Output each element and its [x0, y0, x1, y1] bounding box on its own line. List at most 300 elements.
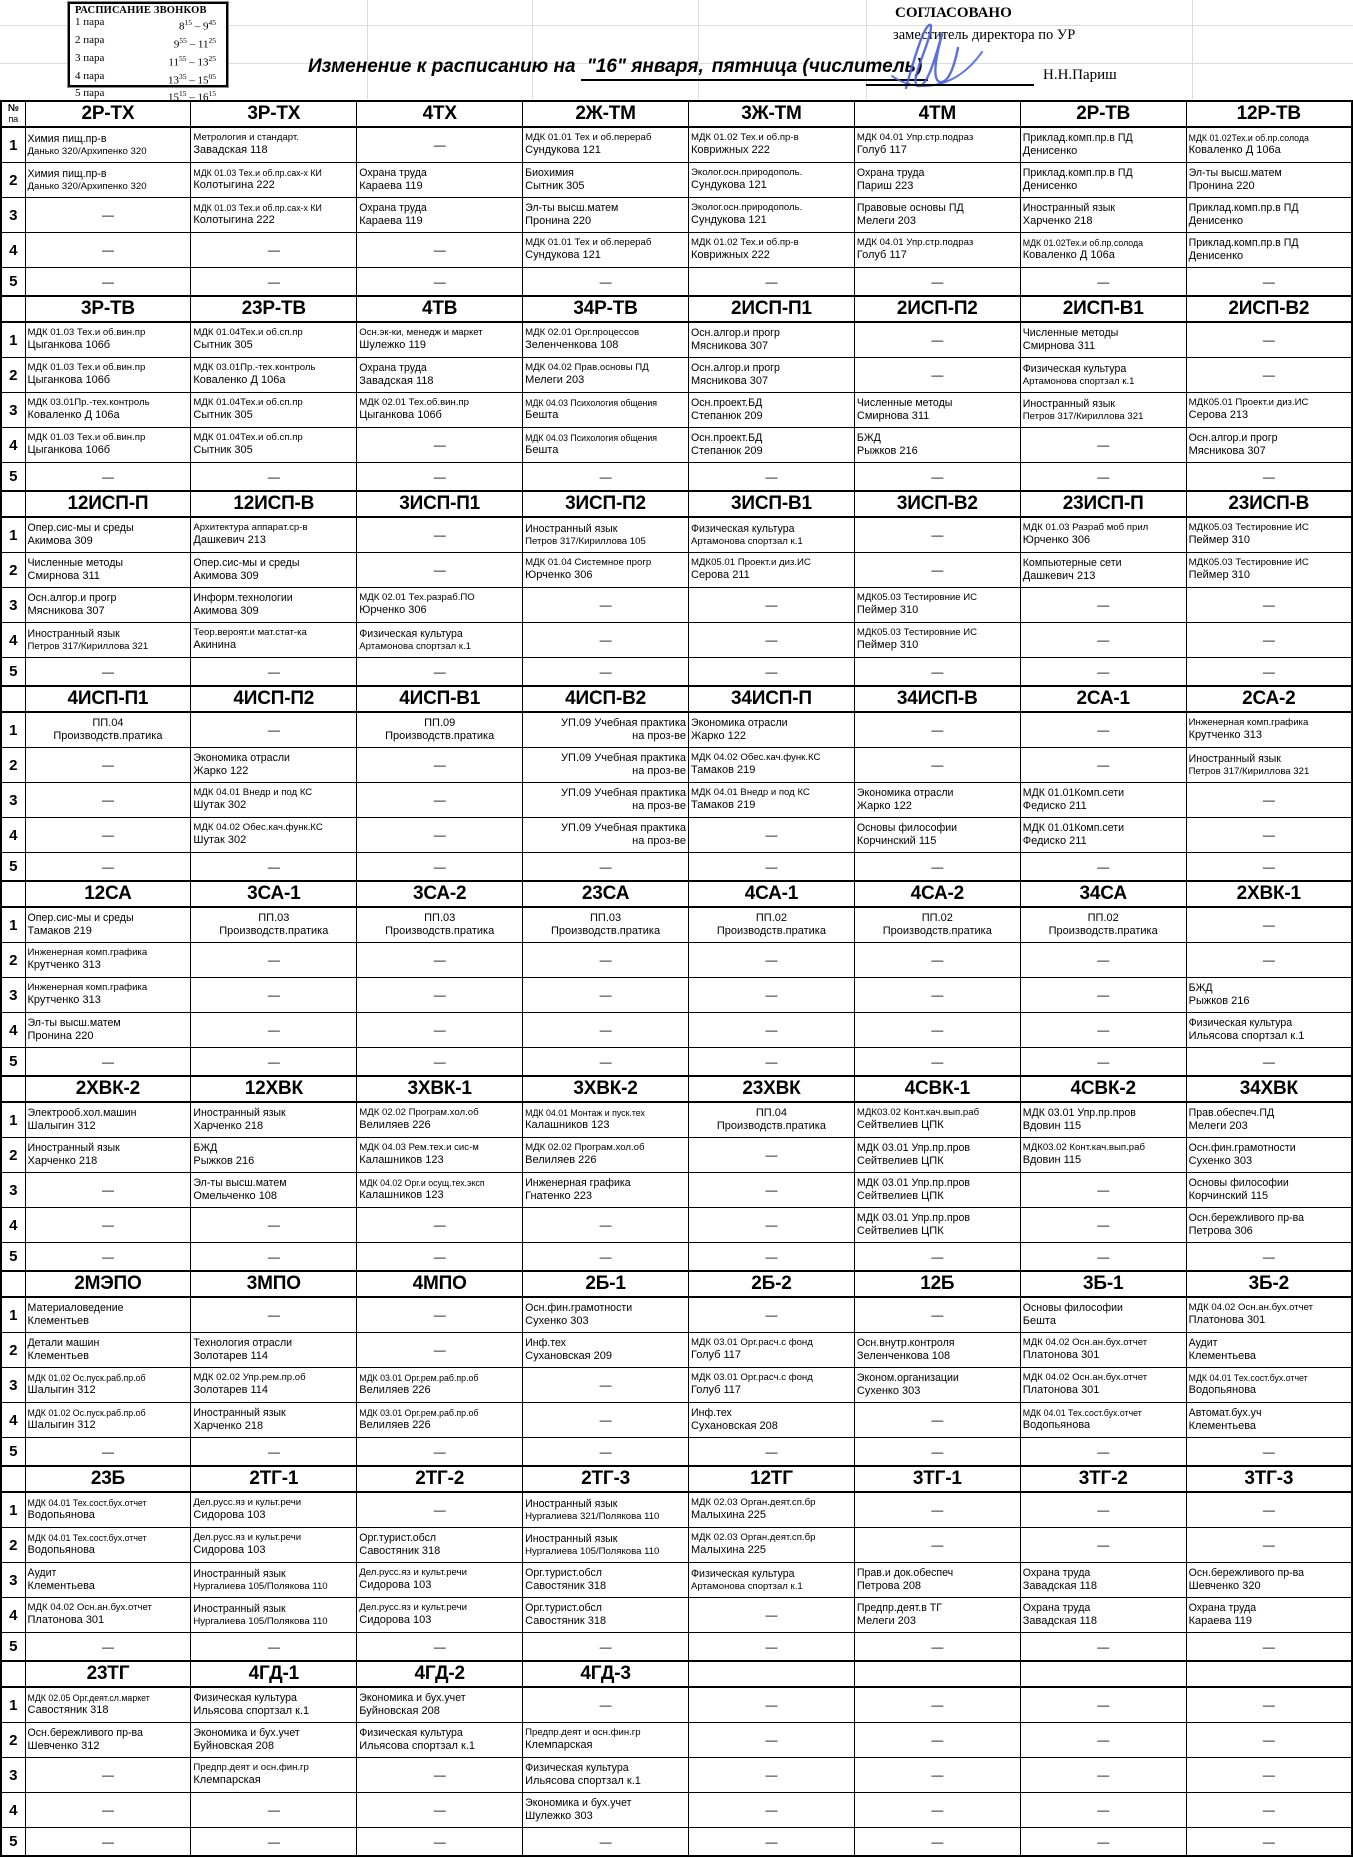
schedule-cell: Эл-ты высш.матем Пронина 220	[25, 1013, 191, 1048]
bell-pair-label: 4 пара	[75, 69, 105, 82]
schedule-cell: МДК 03.01Пр.-тех.контроль Коваленко Д 106а	[25, 393, 191, 428]
schedule-cell: Экономика отрасли Жарко 122	[191, 748, 357, 783]
schedule-cell: —	[191, 233, 357, 268]
schedule-cell: Предпр.деят.в ТГ Мелеги 203	[854, 1598, 1020, 1633]
schedule-cell: —	[191, 1297, 357, 1333]
schedule-cell: —	[523, 1208, 689, 1243]
pair-column-header	[1, 1466, 25, 1492]
schedule-cell: Иностранный язык Петров 317/Кириллова 321	[1020, 393, 1186, 428]
pair-number: 2	[1, 358, 25, 393]
schedule-cell: —	[191, 1208, 357, 1243]
schedule-cell: ПП.04 Производств.пратика	[689, 1102, 855, 1138]
schedule-cell: МДК 03.01 Орг.рем.раб.пр.об Велиляев 226	[357, 1403, 523, 1438]
pair-number: 5	[1, 1828, 25, 1857]
schedule-cell: —	[689, 1297, 855, 1333]
schedule-cell: —	[854, 1297, 1020, 1333]
schedule-cell: —	[689, 268, 855, 297]
schedule-cell: МДК 01.02 Тех.и об.пр-в Коврижных 222	[689, 233, 855, 268]
schedule-cell: Химия пищ.пр-в Данько 320/Архипенко 320	[25, 163, 191, 198]
schedule-cell: Автомат.бух.уч Клементьева	[1186, 1403, 1352, 1438]
schedule-cell: —	[1020, 268, 1186, 297]
schedule-cell: МДК 04.01 Тех.сост.бух.отчет Водопьянова	[25, 1528, 191, 1563]
group-header: 2ИСП-П2	[854, 296, 1020, 322]
schedule-cell: —	[1186, 907, 1352, 943]
schedule-cell: Физическая культура Артамонова спортзал к.1	[357, 623, 523, 658]
schedule-cell: —	[25, 853, 191, 882]
group-header: 3ТГ-2	[1020, 1466, 1186, 1492]
pair-number: 1	[1, 1687, 25, 1723]
schedule-cell: МДК 01.03 Тех.и об.вин.пр Цыганкова 106б	[25, 322, 191, 358]
schedule-cell: —	[191, 978, 357, 1013]
schedule-cell: —	[523, 1243, 689, 1272]
schedule-cell: МДК 02.01 Орг.процессов Зеленченкова 108	[523, 322, 689, 358]
pair-number: 5	[1, 268, 25, 297]
schedule-cell: Осн.внутр.контроля Зеленченкова 108	[854, 1333, 1020, 1368]
schedule-cell: —	[689, 818, 855, 853]
schedule-cell: —	[854, 1438, 1020, 1467]
schedule-cell: Осн.фин.грамотности Сухенко 303	[1186, 1138, 1352, 1173]
schedule-cell: —	[689, 1758, 855, 1793]
schedule-cell: Биохимия Сытник 305	[523, 163, 689, 198]
schedule-cell: —	[854, 853, 1020, 882]
group-header: 3ИСП-П2	[523, 491, 689, 517]
schedule-cell: Электрооб.хол.машин Шалыгин 312	[25, 1102, 191, 1138]
group-header: 12ХВК	[191, 1076, 357, 1102]
schedule-cell: ПП.03 Производств.пратика	[357, 907, 523, 943]
group-header: 4МПО	[357, 1271, 523, 1297]
schedule-cell: —	[689, 1208, 855, 1243]
schedule-cell: —	[854, 517, 1020, 553]
schedule-cell: —	[191, 1793, 357, 1828]
schedule-cell: —	[1020, 1173, 1186, 1208]
schedule-cell: —	[689, 1598, 855, 1633]
pair-number: 2	[1, 1333, 25, 1368]
schedule-cell: —	[357, 1758, 523, 1793]
schedule-cell: —	[689, 1013, 855, 1048]
schedule-cell: —	[523, 588, 689, 623]
bell-pair-label: 1 пара	[75, 16, 105, 28]
schedule-cell: —	[854, 463, 1020, 492]
schedule-cell: —	[523, 1687, 689, 1723]
schedule-cell: Физическая культура Ильясова спортзал к.1	[357, 1723, 523, 1758]
pair-number: 4	[1, 623, 25, 658]
schedule-cell: —	[357, 818, 523, 853]
schedule-cell: —	[523, 1013, 689, 1048]
schedule-cell: Иностранный язык Нургалиева 321/Полякова 110	[523, 1492, 689, 1528]
schedule-cell: Охрана труда Завадская 118	[1020, 1598, 1186, 1633]
group-header: 23Б	[25, 1466, 191, 1492]
schedule-cell: —	[25, 1208, 191, 1243]
schedule-cell: —	[357, 517, 523, 553]
schedule-cell: —	[1020, 623, 1186, 658]
schedule-cell: Экономика отрасли Жарко 122	[854, 783, 1020, 818]
group-header: 12ИСП-П	[25, 491, 191, 517]
group-header: 23Р-ТВ	[191, 296, 357, 322]
schedule-cell: —	[1020, 1633, 1186, 1662]
schedule-cell: Теор.вероят.и мат.стат-ка Акинина	[191, 623, 357, 658]
bell-pair-label: 2 пара	[75, 33, 105, 46]
group-header: 3ИСП-В2	[854, 491, 1020, 517]
schedule-cell: —	[25, 198, 191, 233]
pair-number: 3	[1, 978, 25, 1013]
schedule-cell: Предпр.деят и осн.фин.гр Клемпарская	[523, 1723, 689, 1758]
schedule-cell: МДК 04.02 Осн.ан.бух.отчет Платонова 301	[25, 1598, 191, 1633]
schedule-cell: —	[854, 1633, 1020, 1662]
schedule-cell: Инженерная комп.графика Крутченко 313	[25, 978, 191, 1013]
schedule-cell: Охрана труда Караева 119	[1186, 1598, 1352, 1633]
page-header	[0, 0, 1353, 105]
pair-number: 1	[1, 127, 25, 163]
group-header: 3ХВК-1	[357, 1076, 523, 1102]
schedule-cell: —	[854, 1243, 1020, 1272]
group-header: 3ТГ-3	[1186, 1466, 1352, 1492]
schedule-cell: —	[357, 1243, 523, 1272]
schedule-cell: Эколог.осн.природополь. Сундукова 121	[689, 163, 855, 198]
schedule-cell: Эконом.организации Сухенко 303	[854, 1368, 1020, 1403]
schedule-cell: —	[357, 853, 523, 882]
schedule-cell: —	[854, 553, 1020, 588]
group-header: 2Р-ТХ	[25, 101, 191, 127]
schedule-cell: —	[523, 853, 689, 882]
schedule-cell: —	[689, 1048, 855, 1077]
schedule-cell: Эколог.осн.природополь. Сундукова 121	[689, 198, 855, 233]
schedule-cell: —	[689, 1173, 855, 1208]
schedule-cell: Охрана труда Париш 223	[854, 163, 1020, 198]
schedule-cell: —	[1186, 1793, 1352, 1828]
schedule-cell: —	[357, 1793, 523, 1828]
schedule-cell: Охрана труда Завадская 118	[1020, 1563, 1186, 1598]
schedule-cell: Осн.фин.грамотности Сухенко 303	[523, 1297, 689, 1333]
group-header: 3МПО	[191, 1271, 357, 1297]
schedule-cell: МДК 04.03 Рем.тех.и сис-м Калашников 123	[357, 1138, 523, 1173]
group-header: 2ТГ-3	[523, 1466, 689, 1492]
schedule-cell: БЖД Рыжков 216	[854, 428, 1020, 463]
schedule-cell: МДК 02.02 Програм.хол.об Велиляев 226	[523, 1138, 689, 1173]
schedule-cell: МДК 01.01 Тех и об.перераб Сундукова 121	[523, 127, 689, 163]
schedule-cell: МДК 04.02 Прав.основы ПД Мелеги 203	[523, 358, 689, 393]
schedule-cell: Инф.тех Сухановская 209	[523, 1333, 689, 1368]
schedule-cell: —	[1020, 748, 1186, 783]
schedule-cell: —	[689, 853, 855, 882]
schedule-cell: —	[357, 553, 523, 588]
group-header: 4ГД-1	[191, 1661, 357, 1687]
pair-column-header	[1, 296, 25, 322]
schedule-cell: —	[689, 1243, 855, 1272]
pair-number: 1	[1, 1492, 25, 1528]
schedule-cell: Иностранный язык Нургалиева 105/Полякова 110	[191, 1563, 357, 1598]
schedule-cell: —	[854, 358, 1020, 393]
schedule-cell: —	[1020, 463, 1186, 492]
schedule-cell: УП.09 Учебная практика на проз-ве	[523, 783, 689, 818]
schedule-cell: Инф.тех Сухановская 208	[689, 1403, 855, 1438]
title-date: "16" января,	[586, 56, 704, 77]
schedule-cell: —	[25, 463, 191, 492]
schedule-cell: МДК 01.01Комп.сети Федиско 211	[1020, 818, 1186, 853]
pair-number: 4	[1, 1793, 25, 1828]
schedule-cell: Осн.проект.БД Степанюк 209	[689, 393, 855, 428]
pair-number: 2	[1, 1723, 25, 1758]
group-header: 3Р-ТХ	[191, 101, 357, 127]
group-header: 2ИСП-В2	[1186, 296, 1352, 322]
schedule-cell: Физическая культура Артамонова спортзал к.1	[689, 1563, 855, 1598]
schedule-cell: ПП.09 Производств.пратика	[357, 712, 523, 748]
group-header: 4ГД-3	[523, 1661, 689, 1687]
schedule-cell: Архитектура аппарат.ср-в Дашкевич 213	[191, 517, 357, 553]
schedule-cell: —	[357, 783, 523, 818]
pair-number: 1	[1, 1102, 25, 1138]
group-header: 4СА-1	[689, 881, 855, 907]
group-header: 23ИСП-В	[1186, 491, 1352, 517]
schedule-cell: —	[1186, 1528, 1352, 1563]
schedule-cell: Иностранный язык Петров 317/Кириллова 321	[25, 623, 191, 658]
schedule-cell: Иностранный язык Нургалиева 105/Полякова 110	[191, 1598, 357, 1633]
schedule-cell: —	[1186, 818, 1352, 853]
schedule-cell: —	[25, 658, 191, 687]
schedule-cell: —	[357, 1438, 523, 1467]
pair-number: 5	[1, 463, 25, 492]
bell-time: $15^{15} - 16^{15}$	[168, 89, 216, 105]
schedule-cell: —	[1020, 1013, 1186, 1048]
group-header: 3СА-1	[191, 881, 357, 907]
schedule-cell: Иностранный язык Петров 317/Кириллова 105	[523, 517, 689, 553]
group-header: 4ИСП-П1	[25, 686, 191, 712]
schedule-cell: —	[191, 712, 357, 748]
pair-number: 2	[1, 163, 25, 198]
schedule-cell: Эл-ты высш.матем Пронина 220	[523, 198, 689, 233]
schedule-cell: Осн.проект.БД Степанюк 209	[689, 428, 855, 463]
schedule-cell: —	[25, 268, 191, 297]
pair-number: 3	[1, 198, 25, 233]
schedule-cell: Физическая культура Ильясова спортзал к.1	[191, 1687, 357, 1723]
schedule-cell: МДК 01.03 Тех.и об.пр.сах-х КИ Колотыгина 222	[191, 163, 357, 198]
schedule-cell: Осн.алгор.и прогр Мясникова 307	[689, 322, 855, 358]
group-header: 4ГД-2	[357, 1661, 523, 1687]
group-header: 4ТВ	[357, 296, 523, 322]
pair-number: 3	[1, 588, 25, 623]
pair-number: 3	[1, 1368, 25, 1403]
schedule-cell: Эл-ты высш.матем Пронина 220	[1186, 163, 1352, 198]
schedule-cell: —	[1020, 1208, 1186, 1243]
schedule-cell: —	[854, 1048, 1020, 1077]
schedule-cell: МДК05.03 Тестировние ИС Пеймер 310	[1186, 553, 1352, 588]
schedule-cell: —	[1020, 1793, 1186, 1828]
schedule-cell: —	[1020, 1048, 1186, 1077]
pair-number: 4	[1, 1208, 25, 1243]
bell-pair-label: 5 пара	[75, 87, 105, 100]
schedule-cell: Детали машин Клементьев	[25, 1333, 191, 1368]
group-header: 2ТГ-1	[191, 1466, 357, 1492]
group-header: 4ТХ	[357, 101, 523, 127]
schedule-cell: Правовые основы ПД Мелеги 203	[854, 198, 1020, 233]
approver-name: Н.Н.Париш	[1043, 67, 1117, 83]
schedule-cell: —	[1020, 1243, 1186, 1272]
group-header: 2ИСП-П1	[689, 296, 855, 322]
schedule-cell: Дел.русс.яз и культ.речи Сидорова 103	[191, 1528, 357, 1563]
schedule-cell: МДК 01.03 Разраб моб прил Юрченко 306	[1020, 517, 1186, 553]
schedule-cell: МДК 02.01 Тех.об.вин.пр Цыганкова 106б	[357, 393, 523, 428]
schedule-cell: —	[1186, 1633, 1352, 1662]
schedule-cell: МДК 03.01 Орг.расч.с фонд Голуб 117	[689, 1333, 855, 1368]
schedule-cell: —	[854, 1492, 1020, 1528]
pair-number: 3	[1, 1758, 25, 1793]
schedule-cell: МДК 03.01 Орг.расч.с фонд Голуб 117	[689, 1368, 855, 1403]
schedule-cell: —	[689, 1633, 855, 1662]
pair-number: 1	[1, 907, 25, 943]
schedule-cell: Эл-ты высш.матем Омельченко 108	[191, 1173, 357, 1208]
schedule-cell: —	[1186, 463, 1352, 492]
schedule-cell: —	[854, 1687, 1020, 1723]
schedule-cell: —	[854, 1403, 1020, 1438]
pair-number: 4	[1, 818, 25, 853]
group-header	[854, 1661, 1020, 1687]
schedule-cell: —	[523, 1048, 689, 1077]
group-header: 2СА-2	[1186, 686, 1352, 712]
schedule-cell: МДК 04.01 Монтаж и пуск.тех Калашников 123	[523, 1102, 689, 1138]
schedule-cell: Орг.турист.обсл Савостяник 318	[357, 1528, 523, 1563]
schedule-cell: Инженерная графика Гнатенко 223	[523, 1173, 689, 1208]
schedule-cell: —	[357, 1013, 523, 1048]
group-header: 3Р-ТВ	[25, 296, 191, 322]
schedule-cell: —	[854, 1723, 1020, 1758]
schedule-cell: —	[854, 658, 1020, 687]
schedule-cell: —	[191, 268, 357, 297]
group-header: 2Б-2	[689, 1271, 855, 1297]
group-header: 4СА-2	[854, 881, 1020, 907]
group-header: 34Р-ТВ	[523, 296, 689, 322]
schedule-cell: Экономика и бух.учет Буйновская 208	[357, 1687, 523, 1723]
timetable	[0, 100, 1353, 1857]
group-header: 4ИСП-В1	[357, 686, 523, 712]
schedule-cell: Численные методы Смирнова 311	[1020, 322, 1186, 358]
schedule-cell: Орг.турист.обсл Савостяник 318	[523, 1598, 689, 1633]
schedule-cell: МДК 02.01 Тех.разраб.ПО Юрченко 306	[357, 588, 523, 623]
group-header: 34ИСП-П	[689, 686, 855, 712]
schedule-cell: Осн.бережливого пр-ва Петрова 306	[1186, 1208, 1352, 1243]
schedule-cell: —	[854, 748, 1020, 783]
schedule-cell: —	[25, 1438, 191, 1467]
schedule-cell: МДК 04.01 Тех.сост.бух.отчет Водопьянова	[1186, 1368, 1352, 1403]
schedule-cell: —	[854, 1828, 1020, 1857]
group-header: 2Б-1	[523, 1271, 689, 1297]
schedule-cell: —	[854, 1013, 1020, 1048]
schedule-cell: —	[1186, 1828, 1352, 1857]
group-header: 12СА	[25, 881, 191, 907]
pair-number: 4	[1, 428, 25, 463]
schedule-cell: —	[357, 748, 523, 783]
schedule-cell: ПП.02 Производств.пратика	[854, 907, 1020, 943]
schedule-cell: —	[357, 233, 523, 268]
group-header: 2Ж-ТМ	[523, 101, 689, 127]
schedule-cell: Приклад.комп.пр.в ПД Денисенко	[1020, 163, 1186, 198]
schedule-cell: МДК 04.01 Внедр и под КС Шутак 302	[191, 783, 357, 818]
schedule-cell: —	[191, 1243, 357, 1272]
schedule-cell: —	[1020, 588, 1186, 623]
schedule-cell: МДК 02.02 Програм.хол.об Велиляев 226	[357, 1102, 523, 1138]
schedule-cell: —	[1186, 268, 1352, 297]
group-header: 2ИСП-В1	[1020, 296, 1186, 322]
pair-number: 4	[1, 1403, 25, 1438]
schedule-cell: Химия пищ.пр-в Данько 320/Архипенко 320	[25, 127, 191, 163]
group-header: 34ХВК	[1186, 1076, 1352, 1102]
schedule-cell: МДК 03.01 Упр.пр.пров Сейтвелиев ЦПК	[854, 1208, 1020, 1243]
schedule-cell: ПП.03 Производств.пратика	[191, 907, 357, 943]
schedule-cell: —	[25, 233, 191, 268]
schedule-cell: Основы философии Корчинский 115	[1186, 1173, 1352, 1208]
schedule-cell: Опер.сис-мы и среды Акимова 309	[191, 553, 357, 588]
schedule-cell: МДК05.03 Тестировние ИС Пеймер 310	[1186, 517, 1352, 553]
schedule-cell: —	[523, 943, 689, 978]
schedule-cell: —	[191, 853, 357, 882]
schedule-cell: МДК 04.02 Обес.кач.функ.КС Шутак 302	[191, 818, 357, 853]
schedule-cell: —	[1020, 712, 1186, 748]
schedule-cell: Компьютерные сети Дашкевич 213	[1020, 553, 1186, 588]
pair-column-header	[1, 1271, 25, 1297]
schedule-cell: Иностранный язык Харченко 218	[191, 1403, 357, 1438]
schedule-cell: МДК 02.02 Упр.рем.пр.об Золотарев 114	[191, 1368, 357, 1403]
group-header: 4ИСП-В2	[523, 686, 689, 712]
pair-number: 5	[1, 853, 25, 882]
group-header: 2ХВК-1	[1186, 881, 1352, 907]
schedule-cell: —	[523, 623, 689, 658]
schedule-cell: —	[25, 748, 191, 783]
schedule-cell: МДК 01.03 Тех.и об.вин.пр Цыганкова 106б	[25, 428, 191, 463]
schedule-cell: Основы философии Бешта	[1020, 1297, 1186, 1333]
schedule-cell: —	[1020, 1723, 1186, 1758]
group-header: 4СВК-2	[1020, 1076, 1186, 1102]
schedule-cell: Дел.русс.яз и культ.речи Сидорова 103	[357, 1598, 523, 1633]
pair-number: 3	[1, 1173, 25, 1208]
pair-column-header	[1, 686, 25, 712]
pair-number: 3	[1, 783, 25, 818]
group-header: 23ХВК	[689, 1076, 855, 1102]
schedule-cell: МДК 04.01 Тех.сост.бух.отчет Водопьянова	[25, 1492, 191, 1528]
group-header: 23ТГ	[25, 1661, 191, 1687]
schedule-cell: Физическая культура Ильясова спортзал к.1	[523, 1758, 689, 1793]
pair-column-header: № па	[1, 101, 25, 127]
schedule-cell: Иностранный язык Харченко 218	[1020, 198, 1186, 233]
schedule-cell: —	[25, 783, 191, 818]
schedule-cell: —	[1186, 1758, 1352, 1793]
schedule-cell: МДК 01.02 Тех.и об.пр-в Коврижных 222	[689, 127, 855, 163]
schedule-cell: —	[357, 658, 523, 687]
schedule-cell: УП.09 Учебная практика на проз-ве	[523, 712, 689, 748]
schedule-cell: —	[1020, 853, 1186, 882]
group-header: 4ТМ	[854, 101, 1020, 127]
schedule-cell: —	[523, 1438, 689, 1467]
signature-line	[866, 84, 1034, 86]
pair-number: 5	[1, 1243, 25, 1272]
schedule-cell: —	[689, 1723, 855, 1758]
schedule-cell: МДК 01.03 Тех.и об.вин.пр Цыганкова 106б	[25, 358, 191, 393]
schedule-cell: —	[689, 1828, 855, 1857]
bell-time: $9^{55} - 11^{25}$	[173, 35, 216, 51]
schedule-cell: Опер.сис-мы и среды Тамаков 219	[25, 907, 191, 943]
schedule-cell: Физическая культура Артамонова спортзал к.1	[1020, 358, 1186, 393]
pair-column-header	[1, 491, 25, 517]
schedule-cell: Прав.и док.обеспеч Петрова 208	[854, 1563, 1020, 1598]
pair-number: 3	[1, 393, 25, 428]
schedule-cell: МДК03.02 Конт.кач.вып.раб Сейтвелиев ЦПК	[854, 1102, 1020, 1138]
schedule-cell: ПП.03 Производств.пратика	[523, 907, 689, 943]
schedule-cell: —	[854, 1528, 1020, 1563]
schedule-cell: —	[25, 1173, 191, 1208]
schedule-cell: МДК 04.03 Психология общения Бешта	[523, 428, 689, 463]
schedule-cell: —	[1186, 358, 1352, 393]
pair-number: 2	[1, 553, 25, 588]
schedule-cell: Материаловедение Клементьев	[25, 1297, 191, 1333]
schedule-cell: МДК 03.01 Упр.пр.пров Сейтвелиев ЦПК	[854, 1138, 1020, 1173]
schedule-cell: Приклад.комп.пр.в ПД Денисенко	[1020, 127, 1186, 163]
